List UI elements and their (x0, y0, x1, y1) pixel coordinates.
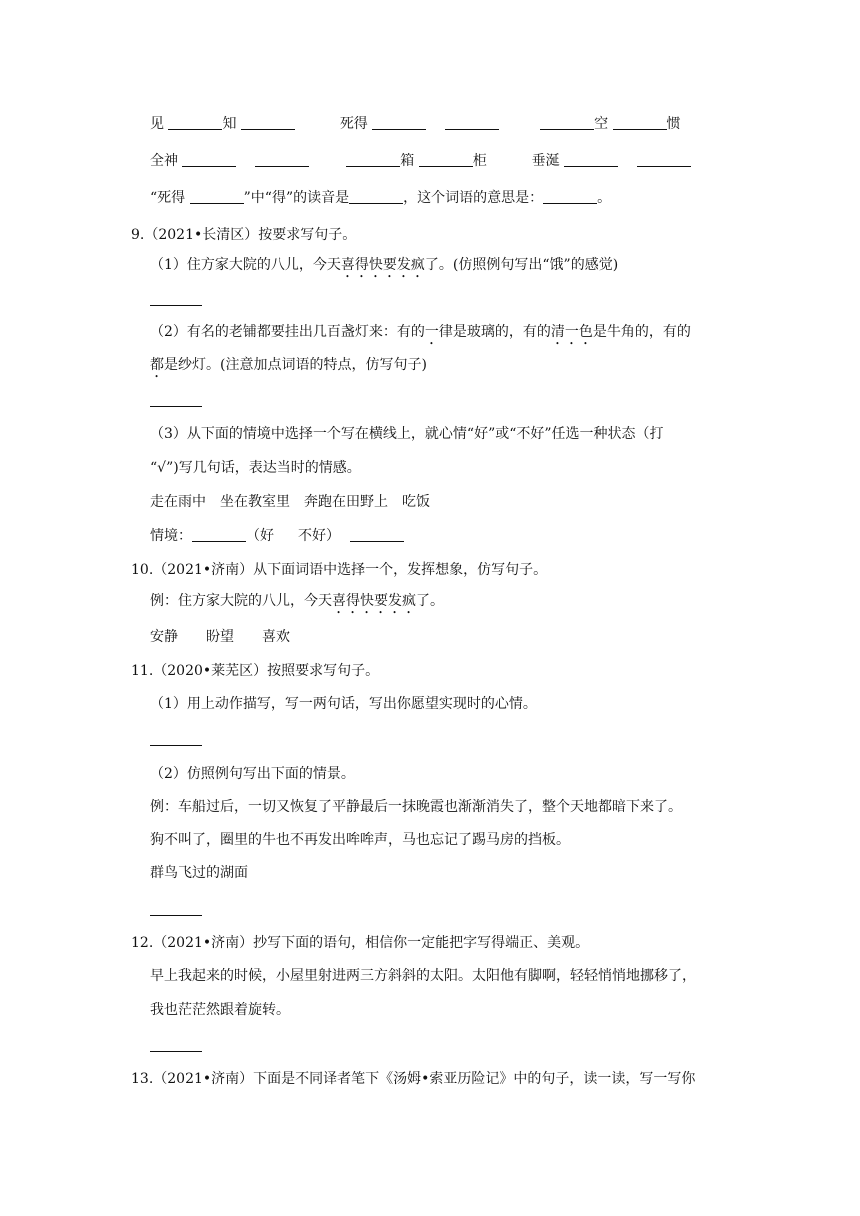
emphasis-text: 喜得快要发疯 (340, 257, 425, 273)
answer-blank[interactable] (241, 115, 295, 130)
answer-blank[interactable] (190, 189, 244, 204)
question-12-line-1: 早上我起来的时候，小屋里射进两三方斜斜的太阳。太阳他有脚啊，轻轻悄悄地挪移了， (150, 968, 696, 984)
answer-blank[interactable] (168, 115, 222, 130)
text: “死得 (150, 190, 186, 206)
emphasis-text: 清一色 (550, 324, 593, 340)
answer-blank[interactable] (419, 152, 473, 167)
word-text: 箱 (400, 153, 415, 169)
word-text: 惯 (666, 116, 681, 132)
text: 律是玻璃的，有的 (438, 324, 551, 340)
answer-blank[interactable] (350, 527, 404, 542)
answer-line[interactable] (150, 900, 202, 920)
question-11-example-line-1: 例：车船过后，一切又恢复了平静最后一抹晚霞也渐渐消失了，整个天地都暗下来了。 (150, 799, 682, 815)
answer-blank[interactable] (349, 189, 403, 204)
emphasis-text: 都 (150, 357, 164, 373)
option-good[interactable]: （好 (246, 528, 274, 544)
word-text: 空 (594, 116, 609, 132)
answer-blank[interactable] (192, 527, 246, 542)
answer-blank[interactable] (637, 152, 691, 167)
answer-line[interactable] (150, 391, 202, 411)
question-12-title: 12.（2021•济南）抄写下面的语句，相信你一定能把字写得端正、美观。 (131, 935, 590, 951)
text: ”中“得”的读音是 (243, 190, 350, 206)
answer-blank[interactable] (564, 152, 618, 167)
text: 了。 (416, 593, 444, 609)
question-13-title: 13.（2021•济南）下面是不同译者笔下《汤姆•索亚历险记》中的句子，读一读，写一写你 (131, 1071, 696, 1087)
text: （2）有名的老铺都要挂出几百盏灯来：有的 (150, 324, 425, 340)
text: ，这个词语的意思是： (403, 190, 544, 206)
scene-options: 走在雨中 坐在教室里 奔跑在田野上 吃饭 (150, 494, 430, 510)
answer-blank[interactable] (372, 115, 426, 130)
text: 。 (597, 190, 612, 206)
text: 是纱灯。(注意加点词语的特点，仿写句子) (164, 357, 427, 373)
answer-line[interactable] (150, 1036, 202, 1056)
question-10-title: 10.（2021•济南）从下面词语中选择一个，发挥想象，仿写句子。 (131, 562, 548, 578)
answer-blank[interactable] (543, 189, 597, 204)
text: （1）住方家大院的八儿，今天 (150, 257, 341, 273)
text: 是牛角的，有的 (592, 324, 691, 340)
word-text: 知 (222, 116, 237, 132)
word-text: 垂涎 (531, 153, 560, 169)
question-10-example (150, 591, 444, 617)
question-11-part-1: （1）用上动作描写，写一两句话，写出你愿望实现时的心情。 (150, 696, 537, 712)
vocab-row-1 (150, 114, 681, 134)
word-text: 柜 (472, 153, 487, 169)
scene-answer-row (150, 526, 404, 546)
answer-blank[interactable] (255, 152, 309, 167)
text: 例：住方家大院的八儿，今天 (150, 593, 332, 609)
question-11-title: 11.（2020•莱芜区）按照要求写句子。 (131, 663, 380, 679)
emphasis-text: 一 (424, 324, 439, 340)
question-10-words: 安静 盼望 喜欢 (150, 629, 290, 645)
answer-blank[interactable] (445, 115, 499, 130)
question-11-example-line-2: 狗不叫了，圈里的牛也不再发出哞哞声，马也忘记了踢马房的挡板。 (150, 832, 570, 848)
word-text: 死得 (339, 116, 368, 132)
text: 了。(仿照例句写出“饿”的感觉) (424, 257, 619, 273)
word-text: 见 (150, 116, 164, 132)
question-9-part-2-line-1 (150, 322, 691, 348)
question-9-title: 9.（2021•长清区）按要求写句子。 (131, 227, 357, 243)
question-9-part-1 (150, 255, 618, 281)
emphasis-text: 喜得快要发疯 (332, 593, 416, 609)
answer-blank[interactable] (182, 152, 236, 167)
question-11-part-2: （2）仿照例句写出下面的情景。 (150, 766, 355, 782)
vocab-row-2 (150, 151, 691, 171)
vocab-row-3 (150, 188, 611, 208)
answer-line[interactable] (150, 730, 202, 750)
question-9-part-3-line-1: （3）从下面的情境中选择一个写在横线上，就心情“好”或“不好”任选一种状态（打 (150, 426, 664, 442)
answer-blank[interactable] (346, 152, 400, 167)
question-9-part-2-line-2 (150, 355, 427, 381)
answer-blank[interactable] (540, 115, 594, 130)
answer-line[interactable] (150, 290, 202, 310)
question-9-part-3-line-2: “√”)写几句话，表达当时的情感。 (150, 460, 361, 476)
question-12-line-2: 我也茫茫然跟着旋转。 (150, 1002, 290, 1018)
word-text: 全神 (150, 153, 178, 169)
question-11-scene: 群鸟飞过的湖面 (150, 865, 248, 881)
scene-label: 情境： (150, 528, 192, 544)
option-bad[interactable]: 不好） (298, 528, 340, 544)
answer-blank[interactable] (613, 115, 667, 130)
